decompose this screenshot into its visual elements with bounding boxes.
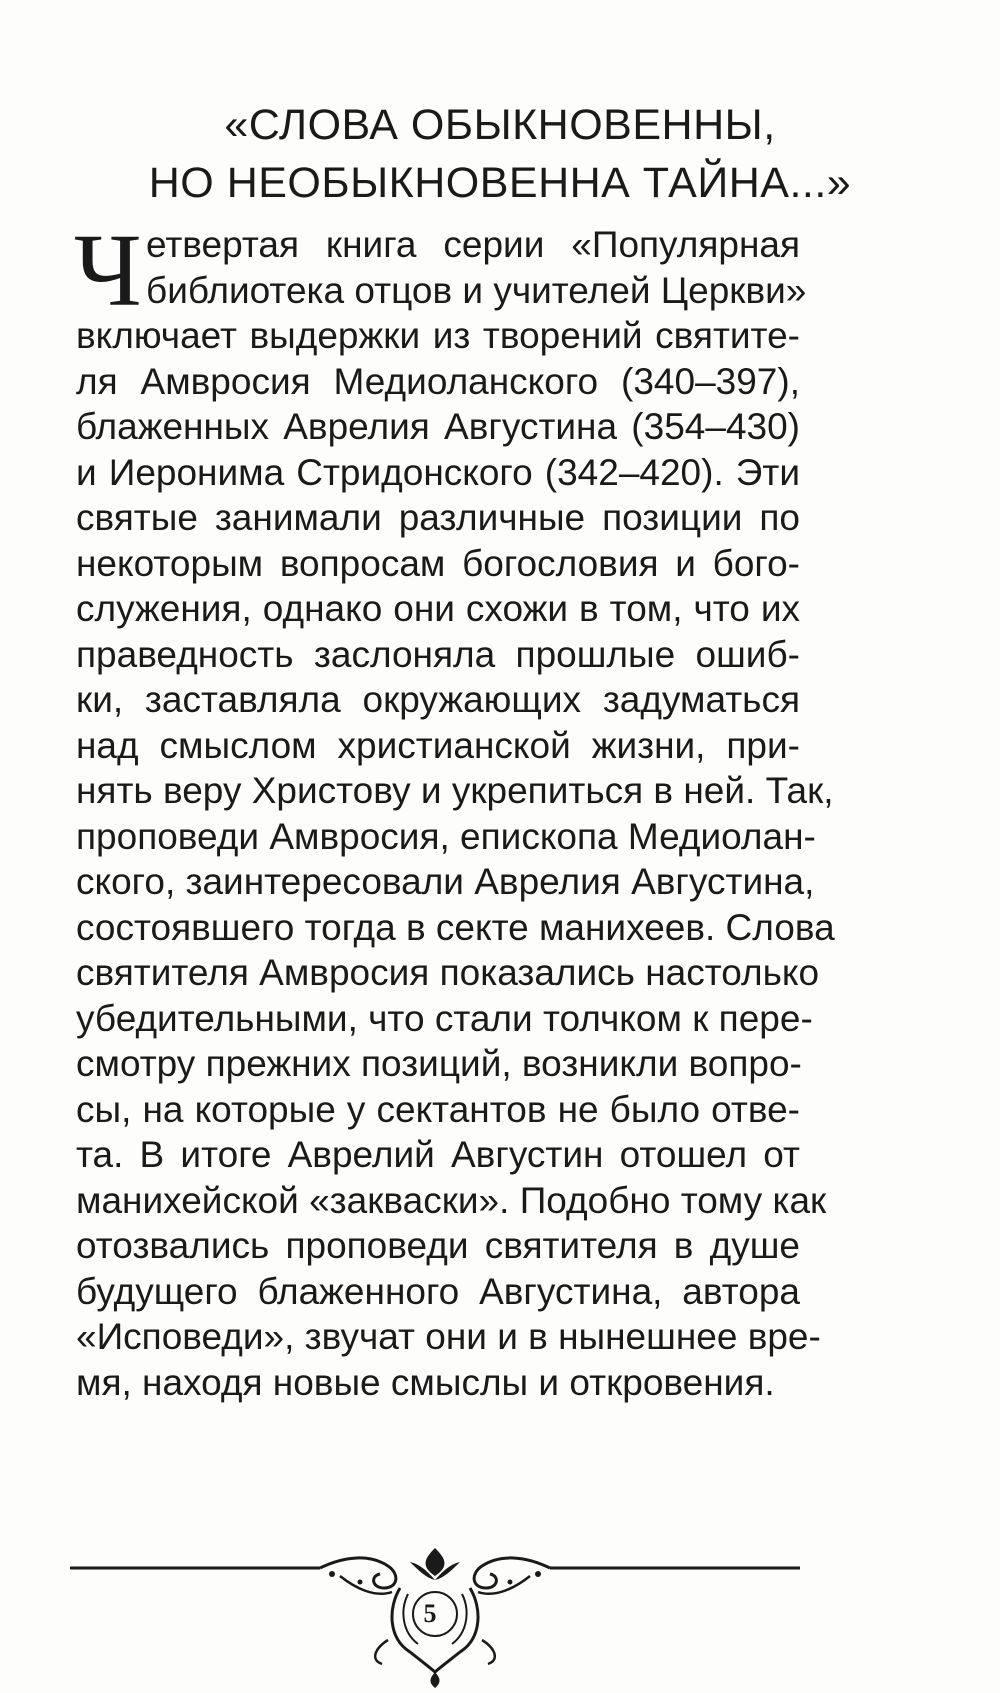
paragraph-line: состоявшего тогда в секте манихеев. Слова: [76, 906, 835, 948]
paragraph-line: и Иеронима Стридонского (342–420). Эти: [76, 451, 800, 493]
paragraph-line: будущего блаженного Августина, автора: [76, 1270, 800, 1312]
paragraph-line: та. В итоге Аврелий Августин отошел от: [76, 1134, 800, 1175]
page-number: 5: [423, 1599, 437, 1628]
paragraph-line: «Исповеди», звучат они и в нынешнее вре-: [76, 1316, 821, 1357]
paragraph-line-last: мя, находя новые смыслы и откровения.: [76, 1361, 775, 1403]
paragraph-line: праведность заслоняла прошлые ошиб-: [76, 633, 800, 675]
chapter-title-line-2: НО НЕОБЫКНОВЕННА ТАЙНА...»: [148, 159, 852, 207]
paragraph-line: убедительными, что стали толчком к пере-: [76, 997, 813, 1039]
paragraph-line: святителя Амвросия показались настолько: [76, 952, 820, 993]
body-paragraph: [74, 213, 835, 1405]
paragraph-line: манихейской «закваски». Подобно тому как: [76, 1179, 827, 1221]
paragraph-line: служения, однако они схожи в том, что их: [76, 588, 800, 629]
paragraph-line: библиотека отцов и учителей Церкви»: [146, 269, 807, 311]
paragraph-line: ского, заинтересовали Аврелия Августина,: [76, 861, 815, 902]
drop-cap-letter: Ч: [74, 213, 142, 328]
paragraph-line: нять веру Христову и укрепиться в ней. Так,: [76, 770, 834, 811]
paragraph-line: блаженных Аврелия Августина (354–430): [76, 406, 800, 447]
paragraph-line: ля Амвросия Медиоланского (340–397),: [76, 360, 800, 402]
paragraph-line: над смыслом христианской жизни, при-: [76, 724, 800, 766]
chapter-title-line-1: «СЛОВА ОБЫКНОВЕННЫ,: [224, 101, 776, 149]
paragraph-line: включает выдержки из творений святите-: [76, 315, 800, 356]
paragraph-line: проповеди Амвросия, епископа Медиолан-: [76, 815, 816, 857]
paragraph-line: смотру прежних позиций, возникли вопро-: [76, 1043, 802, 1084]
chapter-title: [60, 96, 940, 212]
paragraph-line: етвертая книга серии «Популярная: [146, 224, 800, 265]
paragraph-line: некоторым вопросам богословия и бого-: [76, 542, 800, 584]
paragraph-line: сы, на которые у сектантов не было отве-: [76, 1088, 800, 1130]
paragraph-line: святые занимали различные позиции по: [76, 497, 800, 538]
paragraph-line: отозвались проповеди святителя в душе: [76, 1225, 800, 1266]
paragraph-line: ки, заставляла окружающих задуматься: [76, 679, 800, 720]
